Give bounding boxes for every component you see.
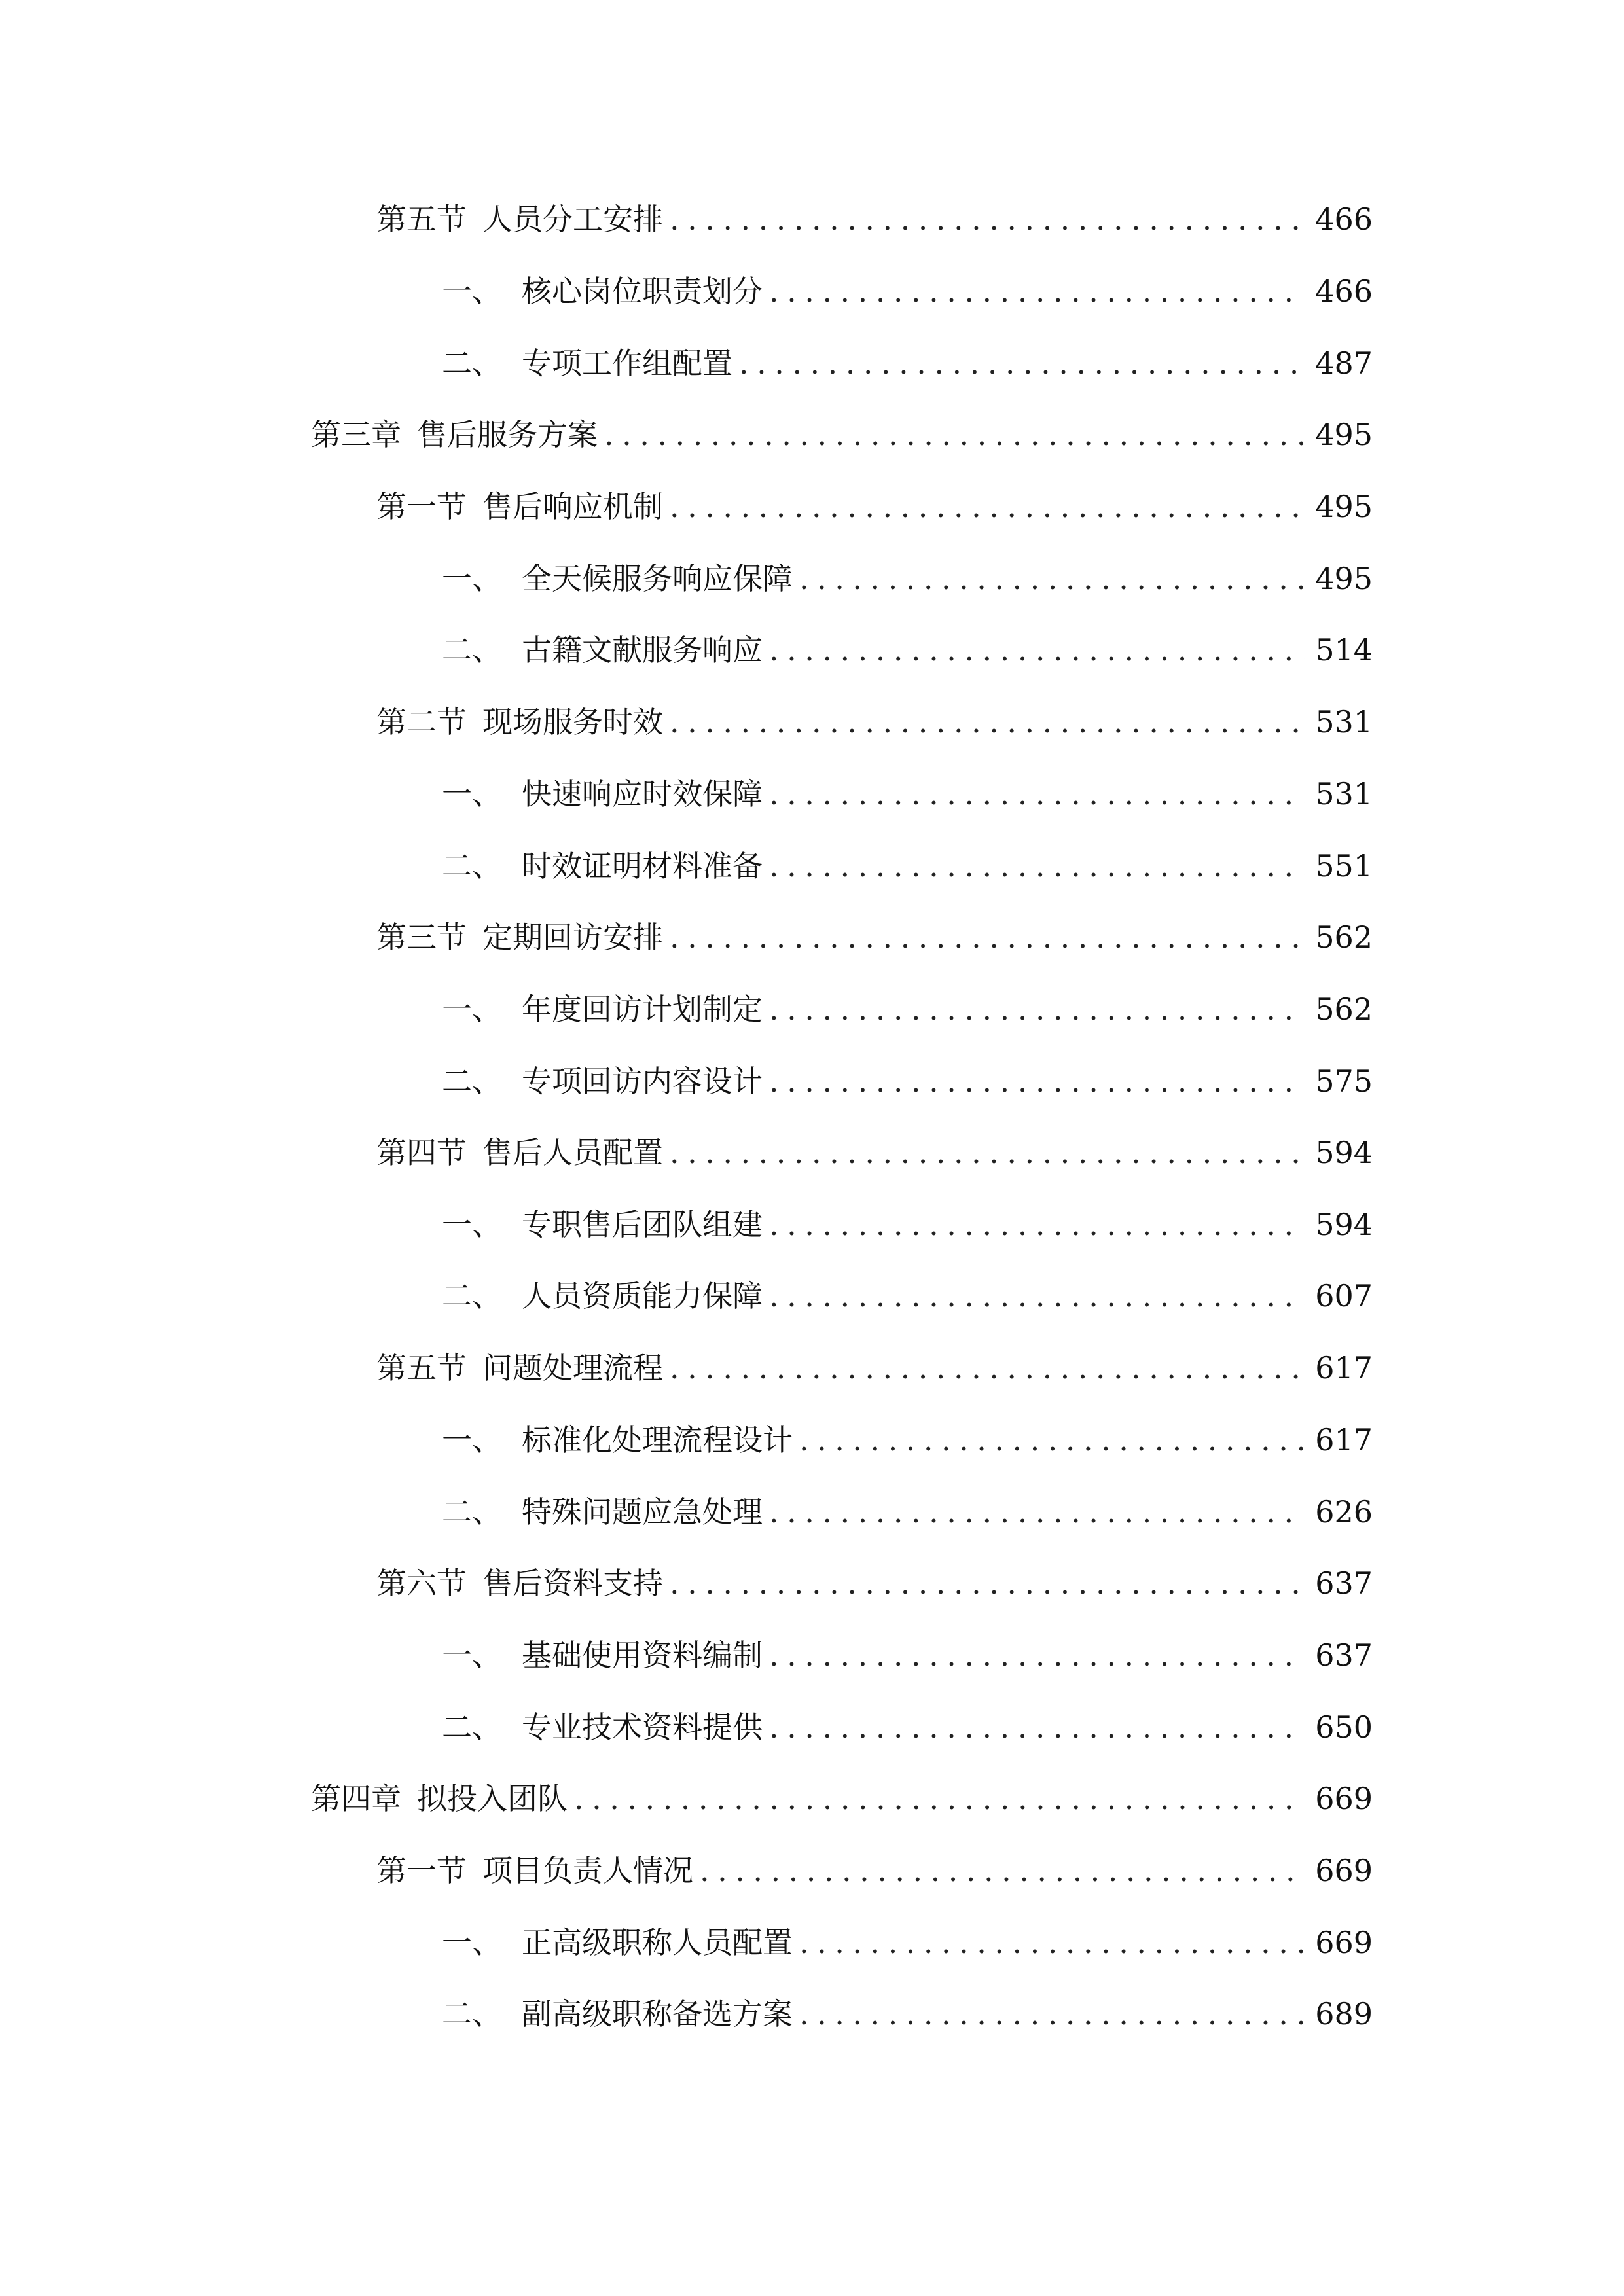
toc-entry-prefix: 二、: [442, 1494, 502, 1530]
toc-entry-prefix: 一、: [442, 1925, 502, 1960]
toc-page-number: 617: [1315, 1350, 1373, 1386]
toc-page-number: 669: [1315, 1781, 1373, 1816]
toc-page-number: 466: [1315, 274, 1373, 309]
toc-entry-subsection[interactable]: [442, 1701, 1373, 1753]
toc-entry-label: [442, 1916, 793, 1969]
toc-entry-section[interactable]: [376, 696, 1373, 748]
toc-entry-section[interactable]: [376, 1342, 1373, 1394]
toc-entry-label: [442, 1055, 763, 1107]
toc-entry-subsection[interactable]: [442, 337, 1373, 389]
toc-entry-label: [442, 983, 763, 1035]
dot-leader: [769, 1270, 1305, 1322]
toc-entry-subsection[interactable]: [442, 1414, 1373, 1466]
toc-entry-prefix: 一、: [442, 561, 502, 596]
toc-entry-label: [442, 552, 793, 605]
toc-entry-prefix: 一、: [442, 992, 502, 1027]
toc-entry-title: 售后服务方案: [417, 417, 598, 452]
dot-leader: [670, 1557, 1305, 1609]
toc-entry-subsection[interactable]: [442, 1629, 1373, 1681]
toc-entry-title: 快速响应时效保障: [522, 776, 763, 812]
dot-leader: [700, 1844, 1305, 1897]
toc-entry-subsection[interactable]: [442, 1486, 1373, 1538]
toc-entry-label: [376, 480, 663, 533]
toc-entry-prefix: 第六节: [376, 1566, 467, 1601]
toc-entry-title: 人员分工安排: [482, 202, 663, 237]
dot-leader: [670, 911, 1305, 963]
toc-entry-title: 专职售后团队组建: [522, 1207, 763, 1242]
toc-entry-title: 时效证明材料准备: [522, 848, 763, 884]
toc-page-number: 626: [1315, 1494, 1373, 1530]
toc-entry-prefix: 一、: [442, 1638, 502, 1673]
toc-entry-subsection[interactable]: [442, 1198, 1373, 1251]
dot-leader: [769, 768, 1305, 820]
toc-entry-prefix: 二、: [442, 632, 502, 668]
toc-entry-subsection[interactable]: [442, 983, 1373, 1035]
toc-entry-prefix: 二、: [442, 1996, 502, 2032]
toc-entry-subsection[interactable]: [442, 1270, 1373, 1322]
dot-leader: [670, 1342, 1305, 1394]
dot-leader: [739, 337, 1305, 389]
toc-page-number: 466: [1315, 202, 1373, 237]
dot-leader: [799, 1414, 1305, 1466]
toc-entry-prefix: 第一节: [376, 489, 467, 524]
toc-entry-label: [442, 1198, 763, 1251]
dot-leader: [769, 1486, 1305, 1538]
toc-entry-label: [442, 265, 763, 317]
toc-entry-chapter[interactable]: [311, 408, 1373, 461]
toc-page-number: 551: [1315, 848, 1373, 884]
toc-entry-title: 拟投入团队: [417, 1781, 568, 1816]
toc-entry-subsection[interactable]: [442, 768, 1373, 820]
toc-entry-prefix: 第五节: [376, 1350, 467, 1386]
toc-page-number: 669: [1315, 1853, 1373, 1888]
toc-entry-subsection[interactable]: [442, 265, 1373, 317]
toc-page-number: 514: [1315, 632, 1373, 668]
dot-leader: [799, 1988, 1305, 2040]
dot-leader: [769, 983, 1305, 1035]
toc-entry-label: [311, 408, 598, 461]
dot-leader: [604, 408, 1305, 461]
toc-entry-label: [376, 1126, 663, 1179]
toc-entry-title: 售后响应机制: [482, 489, 663, 524]
toc-entry-prefix: 二、: [442, 848, 502, 884]
toc-entry-label: [442, 1988, 793, 2040]
toc-entry-section[interactable]: [376, 911, 1373, 963]
toc-page-number: 637: [1315, 1566, 1373, 1601]
dot-leader: [799, 552, 1305, 605]
dot-leader: [769, 624, 1305, 676]
toc-entry-label: [442, 1270, 763, 1322]
toc-page-number: 669: [1315, 1925, 1373, 1960]
toc-entry-label: [376, 696, 663, 748]
toc-page-number: 575: [1315, 1064, 1373, 1099]
toc-entry-subsection[interactable]: [442, 624, 1373, 676]
toc-entry-label: [442, 1629, 763, 1681]
toc-entry-subsection[interactable]: [442, 552, 1373, 605]
toc-entry-label: [442, 768, 763, 820]
dot-leader: [799, 1916, 1305, 1969]
toc-entry-title: 定期回访安排: [482, 920, 663, 955]
toc-entry-label: [376, 1342, 663, 1394]
toc-entry-prefix: 第三节: [376, 920, 467, 955]
toc-page-number: 594: [1315, 1207, 1373, 1242]
dot-leader: [574, 1772, 1305, 1825]
toc-entry-title: 专业技术资料提供: [522, 1710, 763, 1745]
toc-entry-section[interactable]: [376, 1557, 1373, 1609]
toc-entry-title: 年度回访计划制定: [522, 992, 763, 1027]
toc-entry-label: [376, 193, 663, 245]
toc-entry-title: 全天候服务响应保障: [522, 561, 793, 596]
dot-leader: [670, 193, 1305, 245]
toc-entry-label: [376, 911, 663, 963]
toc-entry-prefix: 第四章: [311, 1781, 401, 1816]
toc-page-number: 594: [1315, 1135, 1373, 1170]
toc-page-number: 650: [1315, 1710, 1373, 1745]
toc-page-number: 617: [1315, 1422, 1373, 1458]
toc-entry-title: 项目负责人情况: [482, 1853, 693, 1888]
toc-entry-label: [442, 840, 763, 892]
toc-entry-label: [376, 1557, 663, 1609]
dot-leader: [769, 1629, 1305, 1681]
toc-entry-title: 古籍文献服务响应: [522, 632, 763, 668]
toc-entry-subsection[interactable]: [442, 1916, 1373, 1969]
toc-page-number: 637: [1315, 1638, 1373, 1673]
dot-leader: [769, 265, 1305, 317]
toc-page-number: 495: [1315, 561, 1373, 596]
toc-entry-section[interactable]: [376, 480, 1373, 533]
toc-entry-prefix: 二、: [442, 346, 502, 381]
toc-entry-prefix: 二、: [442, 1278, 502, 1314]
toc-entry-subsection[interactable]: [442, 1055, 1373, 1107]
toc-page-number: 495: [1315, 417, 1373, 452]
toc-entry-prefix: 第一节: [376, 1853, 467, 1888]
toc-entry-title: 人员资质能力保障: [522, 1278, 763, 1314]
toc-entry-label: [442, 1486, 763, 1538]
toc-entry-title: 副高级职称备选方案: [522, 1996, 793, 2032]
toc-entry-label: [442, 1701, 763, 1753]
toc-entry-prefix: 一、: [442, 1207, 502, 1242]
toc-entry-title: 标准化处理流程设计: [522, 1422, 793, 1458]
toc-entry-title: 正高级职称人员配置: [522, 1925, 793, 1960]
toc-page-number: 531: [1315, 704, 1373, 740]
toc-entry-prefix: 第五节: [376, 202, 467, 237]
dot-leader: [769, 840, 1305, 892]
toc-entry-subsection[interactable]: [442, 840, 1373, 892]
toc-entry-label: [442, 337, 732, 389]
toc-entry-title: 售后人员配置: [482, 1135, 663, 1170]
toc-page-number: 531: [1315, 776, 1373, 812]
dot-leader: [769, 1701, 1305, 1753]
toc-entry-title: 售后资料支持: [482, 1566, 663, 1601]
toc-entry-prefix: 第三章: [311, 417, 401, 452]
toc-page-number: 562: [1315, 992, 1373, 1027]
toc-entry-title: 问题处理流程: [482, 1350, 663, 1386]
toc-entry-prefix: 二、: [442, 1064, 502, 1099]
toc-entry-prefix: 一、: [442, 274, 502, 309]
toc-entry-section[interactable]: [376, 193, 1373, 245]
toc-entry-prefix: 第四节: [376, 1135, 467, 1170]
toc-entry-label: [442, 1414, 793, 1466]
toc-entry-title: 特殊问题应急处理: [522, 1494, 763, 1530]
toc-entry-title: 核心岗位职责划分: [522, 274, 763, 309]
toc-entry-title: 现场服务时效: [482, 704, 663, 740]
dot-leader: [769, 1055, 1305, 1107]
toc-entry-chapter[interactable]: [311, 1772, 1373, 1825]
toc-entry-section[interactable]: [376, 1126, 1373, 1179]
toc-entry-title: 基础使用资料编制: [522, 1638, 763, 1673]
toc-entry-title: 专项回访内容设计: [522, 1064, 763, 1099]
toc-page-number: 487: [1315, 346, 1373, 381]
toc-entry-title: 专项工作组配置: [522, 346, 732, 381]
toc-page-number: 689: [1315, 1996, 1373, 2032]
dot-leader: [670, 696, 1305, 748]
dot-leader: [769, 1198, 1305, 1251]
toc-entry-label: [376, 1844, 693, 1897]
toc-entry-prefix: 第二节: [376, 704, 467, 740]
toc-entry-prefix: 一、: [442, 1422, 502, 1458]
toc-entry-section[interactable]: [376, 1844, 1373, 1897]
toc-page-number: 495: [1315, 489, 1373, 524]
dot-leader: [670, 480, 1305, 533]
toc-entry-label: [311, 1772, 568, 1825]
dot-leader: [670, 1126, 1305, 1179]
toc-page-number: 607: [1315, 1278, 1373, 1314]
toc-entry-prefix: 一、: [442, 776, 502, 812]
toc-page-number: 562: [1315, 920, 1373, 955]
toc-entry-prefix: 二、: [442, 1710, 502, 1745]
toc-entry-subsection[interactable]: [442, 1988, 1373, 2040]
toc-entry-label: [442, 624, 763, 676]
